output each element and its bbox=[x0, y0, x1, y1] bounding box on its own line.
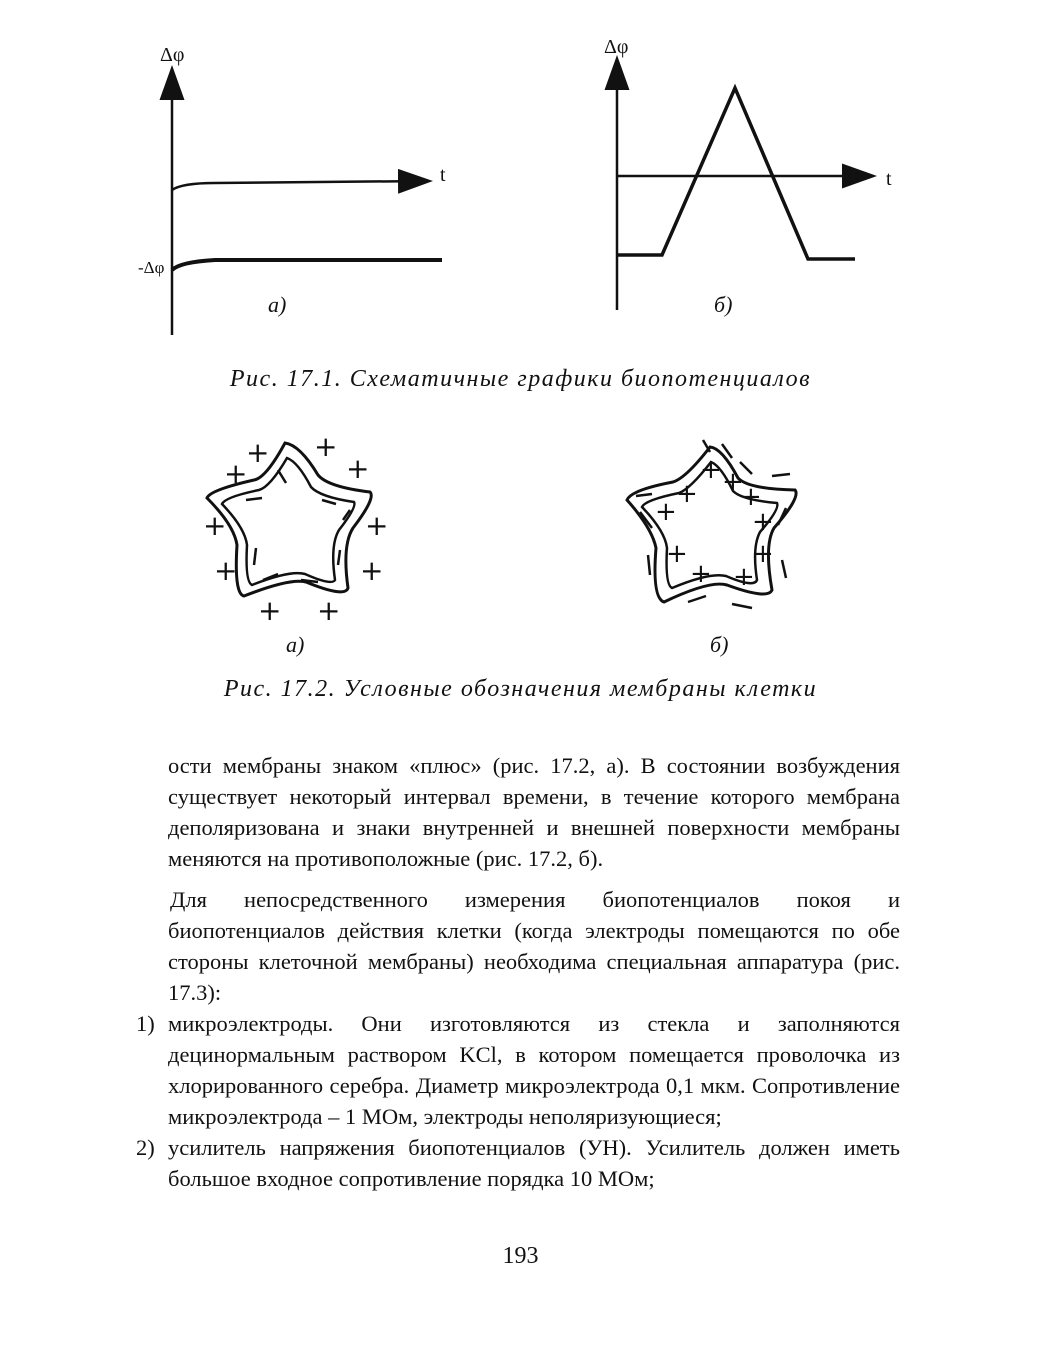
graph-a-upper-line bbox=[172, 181, 428, 190]
figure2-sublabel-b: б) bbox=[710, 632, 729, 657]
paragraph-1: ости мембраны знаком «плюс» (рис. 17.2, а). В состоянии возбуждения существует некоторый интервал времени, в течение которого мембрана деполяризована и знаки внутренней и внешней поверхности мембраны меняются на противоположные (рис. 17.2, б). bbox=[168, 753, 900, 871]
list-item-text: усилитель напряжения биопотенциалов (УН). Усилитель должен иметь большое входное сопротивление порядка 10 МОм; bbox=[168, 1135, 900, 1191]
plus-sign: + bbox=[346, 452, 370, 485]
membrane-a bbox=[203, 430, 388, 627]
graph-a-t-label: t bbox=[440, 164, 446, 186]
plus-sign: + bbox=[700, 455, 722, 485]
plus-sign: + bbox=[224, 457, 248, 490]
plus-sign: + bbox=[740, 482, 762, 512]
plus-sign: + bbox=[214, 554, 238, 587]
plus-sign: + bbox=[752, 507, 774, 537]
membrane-b bbox=[627, 440, 796, 608]
body-text bbox=[136, 750, 900, 1194]
graph-a-lower-line bbox=[172, 260, 442, 270]
figure1-sublabel-a: а) bbox=[268, 292, 287, 317]
list-item-text: микроэлектроды. Они изготовляются из стекла и заполняются децинормальным раствором KCl, в котором помещается проволочка из хлорированного серебра. Диаметр микроэлектрода 0,1 мкм. Сопротивление микроэлектрода – 1 МОм, электроды неполяризующиеся; bbox=[168, 1011, 900, 1129]
plus-sign: + bbox=[360, 554, 384, 587]
graph-b-t-label: t bbox=[886, 168, 892, 190]
graph-b-y-label: Δφ bbox=[604, 36, 629, 58]
plus-sign: + bbox=[733, 562, 755, 592]
plus-sign: + bbox=[666, 539, 688, 569]
figure1-sublabel-b: б) bbox=[714, 292, 733, 317]
page-number: 193 bbox=[502, 1243, 539, 1269]
plus-sign: + bbox=[676, 479, 698, 509]
plus-sign: + bbox=[365, 509, 389, 542]
list-item: 1) микроэлектроды. Они изготовляются из стекла и заполняются децинормальным раствором KCl, в котором помещается проволочка из хлорированного серебра. Диаметр микроэлектрода 0,1 мкм. Сопротивление микроэлектрода – 1 МОм, электроды неполяризующиеся; bbox=[168, 1008, 900, 1132]
plus-sign: + bbox=[317, 594, 341, 627]
plus-sign: + bbox=[722, 467, 744, 497]
plus-sign: + bbox=[655, 497, 677, 527]
figure2-sublabel-a: а) bbox=[286, 632, 305, 657]
figure2-caption: Рис. 17.2. Условные обозначения мембраны клетки bbox=[223, 676, 818, 702]
plus-sign: + bbox=[246, 436, 270, 469]
plus-sign: + bbox=[752, 539, 774, 569]
graph-b bbox=[617, 60, 872, 310]
list-item: 2) усилитель напряжения биопотенциалов (УН). Усилитель должен иметь большое входное сопротивление порядка 10 МОм; bbox=[168, 1132, 900, 1194]
figure1-caption: Рис. 17.1. Схематичные графики биопотенциалов bbox=[229, 366, 812, 392]
graph-b-action-potential bbox=[617, 88, 855, 259]
plus-sign: + bbox=[203, 509, 227, 542]
graph-a-y-label: Δφ bbox=[160, 44, 185, 66]
plus-sign: + bbox=[690, 559, 712, 589]
plus-sign: + bbox=[314, 430, 338, 463]
graph-a bbox=[172, 70, 442, 335]
paragraph-2: Для непосредственного измерения биопотенциалов покоя и биопотенциалов действия клетки (когда электроды помещаются по обе стороны клеточной мембраны) необходима специальная аппаратура (рис. 17.3): bbox=[168, 887, 900, 1005]
graph-a-neg-label: -Δφ bbox=[138, 258, 165, 277]
plus-sign: + bbox=[258, 594, 282, 627]
